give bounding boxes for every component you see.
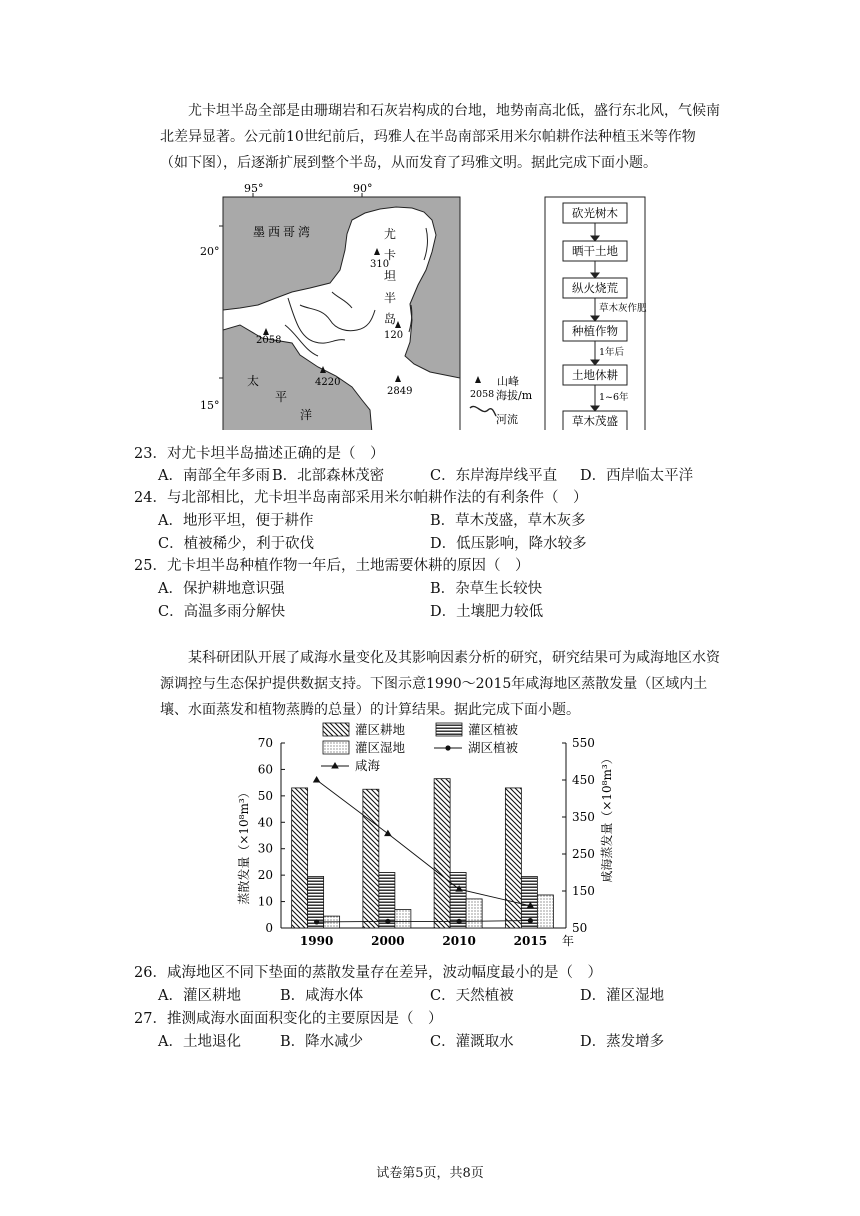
milpa-flowchart bbox=[545, 197, 647, 430]
lon-label-95: 95° bbox=[244, 182, 264, 195]
q23-option-a: A．南部全年多雨 bbox=[158, 468, 270, 484]
legend-peak-value: 2058 bbox=[470, 389, 495, 400]
flow-step-3-label: 纵火烧荒 bbox=[572, 281, 618, 295]
peninsula-label-3: 坦 bbox=[384, 269, 397, 283]
flow-step-6-label: 草木茂盛 bbox=[572, 414, 618, 428]
flow-step-2-label: 晒干土地 bbox=[572, 244, 618, 258]
y-tick-label-right: 550 bbox=[572, 736, 595, 750]
point-湖区植被 bbox=[528, 918, 533, 923]
lat-label-15: 15° bbox=[200, 399, 220, 412]
passage-aral-sea-text: 某科研团队开展了咸海水量变化及其影响因素分析的研究，研究结果可为咸海地区水资源调控与生态保护提供数据支持。下图示意1990～2015年咸海地区蒸散发量（区域内土壤、水面蒸发和植物蒸腾的总量）的计算结果。据此完成下面小题。 bbox=[160, 650, 720, 718]
peak-310: 310 bbox=[370, 259, 390, 270]
question-23-stem: 23．对尤卡坦半岛描述正确的是（ ） bbox=[134, 446, 385, 462]
passage-yucatan bbox=[160, 98, 720, 176]
legend-swatch bbox=[323, 741, 349, 754]
y-tick-label-right: 450 bbox=[572, 773, 595, 787]
chart-lines bbox=[313, 776, 534, 925]
peak-2849: 2849 bbox=[387, 386, 413, 397]
legend-river-icon bbox=[470, 406, 496, 416]
y-tick-label-left: 20 bbox=[257, 868, 273, 883]
q24-option-a: A．地形平坦，便于耕作 bbox=[158, 513, 314, 529]
line-湖区植被 bbox=[317, 921, 531, 922]
yucatan-map bbox=[0, 180, 860, 430]
ocean-label-3: 洋 bbox=[300, 408, 313, 422]
q23-option-b: B．北部森林茂密 bbox=[272, 468, 385, 484]
q26-option-b: B．咸海水体 bbox=[280, 988, 364, 1004]
q24-option-c: C．植被稀少，利于砍伐 bbox=[158, 536, 315, 552]
y-tick-label-right: 150 bbox=[572, 884, 595, 898]
peak-2058: 2058 bbox=[256, 335, 282, 346]
y-axis-label-right: 咸海蒸发量（×10⁸m³） bbox=[600, 752, 614, 883]
q23-option-d: D．西岸临太平洋 bbox=[580, 468, 694, 484]
q24-option-b: B．草木茂盛，草木灰多 bbox=[430, 513, 586, 529]
flow-note-1-6yr: 1~6年 bbox=[599, 392, 629, 403]
q25-option-b: B．杂草生长较快 bbox=[430, 581, 543, 597]
y-tick-label-left: 50 bbox=[257, 788, 273, 803]
question-24-stem: 24．与北部相比，尤卡坦半岛南部采用米尔帕耕作法的有利条件（ ） bbox=[134, 490, 588, 506]
flow-step-5-label: 土地休耕 bbox=[572, 368, 618, 382]
flow-note-ash: 草木灰作肥 bbox=[599, 303, 647, 314]
y-axis-label-left: 蒸散发量（×10⁸m³） bbox=[237, 786, 251, 905]
q23-option-c: C．东岸海岸线平直 bbox=[430, 468, 558, 484]
y-tick-label-left: 10 bbox=[257, 894, 273, 909]
q27-option-b: B．降水减少 bbox=[280, 1034, 364, 1050]
legend-peak-unit: 海拔/m bbox=[496, 389, 533, 402]
peak-4220: 4220 bbox=[315, 377, 341, 388]
ocean-label-1: 太 bbox=[247, 374, 260, 388]
page-footer: 试卷第5页，共8页 bbox=[376, 1166, 484, 1181]
y-tick-label-left: 40 bbox=[257, 815, 273, 830]
question-26-stem: 26．咸海地区不同下垫面的蒸散发量存在差异，波动幅度最小的是（ ） bbox=[134, 965, 602, 981]
lat-label-20: 20° bbox=[200, 245, 220, 258]
point-湖区植被 bbox=[457, 919, 462, 924]
question-27-stem: 27．推测咸海水面面积变化的主要原因是（ ） bbox=[134, 1011, 443, 1027]
q25-option-d: D．土壤肥力较低 bbox=[430, 604, 544, 620]
legend-peak-icon bbox=[475, 376, 481, 383]
legend-swatch bbox=[323, 723, 349, 736]
q25-option-c: C．高温多雨分解快 bbox=[158, 604, 286, 620]
q27-option-c: C．灌溉取水 bbox=[430, 1034, 514, 1050]
q26-option-a: A．灌区耕地 bbox=[158, 988, 241, 1004]
flow-step-1-label: 砍光树木 bbox=[572, 206, 618, 220]
peninsula-label-1: 尤 bbox=[384, 227, 397, 241]
legend-peak-title: 山峰 bbox=[497, 375, 519, 388]
q27-option-d: D．蒸发增多 bbox=[580, 1034, 665, 1050]
legend-marker bbox=[331, 762, 339, 769]
y-tick-label-left: 70 bbox=[257, 736, 273, 750]
peninsula-label-4: 半 bbox=[384, 291, 397, 305]
map-legend bbox=[470, 374, 533, 426]
gulf-of-mexico-label: 墨西哥湾 bbox=[253, 225, 314, 239]
chart-bars bbox=[292, 779, 554, 928]
x-tick-label: 2010 bbox=[442, 934, 476, 948]
q26-option-d: D．灌区湿地 bbox=[580, 988, 665, 1004]
legend-label: 灌区耕地 bbox=[355, 722, 406, 737]
x-tick-label: 1990 bbox=[299, 934, 334, 948]
chart-legend bbox=[321, 722, 519, 773]
x-tick-label: 2000 bbox=[371, 934, 405, 948]
peninsula-label-5: 岛 bbox=[384, 312, 397, 326]
q27-option-a: A．土地退化 bbox=[158, 1034, 241, 1050]
passage-yucatan-text: 尤卡坦半岛全部是由珊瑚岩和石灰岩构成的台地，地势南高北低，盛行东北风，气候南北差异显著。公元前10世纪前后，玛雅人在半岛南部采用米尔帕耕作法种植玉米等作物（如下图），后逐渐扩展到整个半岛，从而发育了玛雅文明。据此完成下面小题。 bbox=[160, 103, 720, 171]
legend-swatch bbox=[436, 723, 462, 736]
point-湖区植被 bbox=[314, 919, 319, 924]
legend-river-label: 河流 bbox=[496, 413, 518, 426]
evapotranspiration-chart bbox=[0, 718, 860, 953]
x-axis-unit: 年 bbox=[562, 934, 575, 948]
y-tick-label-right: 50 bbox=[572, 921, 588, 935]
bar-灌区湿地 bbox=[537, 895, 553, 928]
q25-option-a: A．保护耕地意识强 bbox=[158, 581, 285, 597]
bar-灌区耕地 bbox=[292, 788, 308, 928]
bar-灌区耕地 bbox=[434, 779, 450, 928]
q24-option-d: D．低压影响，降水较多 bbox=[430, 536, 587, 552]
flow-note-1yr: 1年后 bbox=[599, 347, 625, 358]
question-25-stem: 25．尤卡坦半岛种植作物一年后，土地需要休耕的原因（ ） bbox=[134, 558, 530, 574]
bar-灌区湿地 bbox=[466, 899, 482, 928]
bar-灌区湿地 bbox=[395, 910, 411, 929]
legend-label: 咸海 bbox=[355, 758, 381, 773]
peak-120: 120 bbox=[384, 330, 404, 341]
point-咸海 bbox=[384, 830, 392, 837]
passage-aral-sea bbox=[160, 645, 720, 723]
point-咸海 bbox=[313, 776, 321, 783]
y-tick-label-right: 250 bbox=[572, 847, 595, 861]
legend-label: 灌区湿地 bbox=[355, 740, 406, 755]
line-咸海 bbox=[317, 780, 531, 906]
lon-label-90: 90° bbox=[353, 182, 373, 195]
bar-灌区耕地 bbox=[505, 788, 521, 928]
legend-label: 湖区植被 bbox=[468, 740, 519, 755]
bar-灌区耕地 bbox=[363, 789, 379, 928]
legend-label: 灌区植被 bbox=[468, 722, 519, 737]
flow-step-4-label: 种植作物 bbox=[572, 324, 618, 338]
point-湖区植被 bbox=[385, 919, 390, 924]
y-tick-label-right: 350 bbox=[572, 810, 595, 824]
y-tick-label-left: 0 bbox=[265, 921, 273, 935]
ocean-label-2: 平 bbox=[275, 390, 288, 404]
y-tick-label-left: 60 bbox=[257, 762, 273, 777]
peninsula-label-2: 卡 bbox=[384, 248, 397, 262]
y-tick-label-left: 30 bbox=[257, 841, 273, 856]
x-tick-label: 2015 bbox=[513, 934, 548, 948]
legend-marker bbox=[445, 745, 450, 750]
q26-option-c: C．天然植被 bbox=[430, 988, 514, 1004]
